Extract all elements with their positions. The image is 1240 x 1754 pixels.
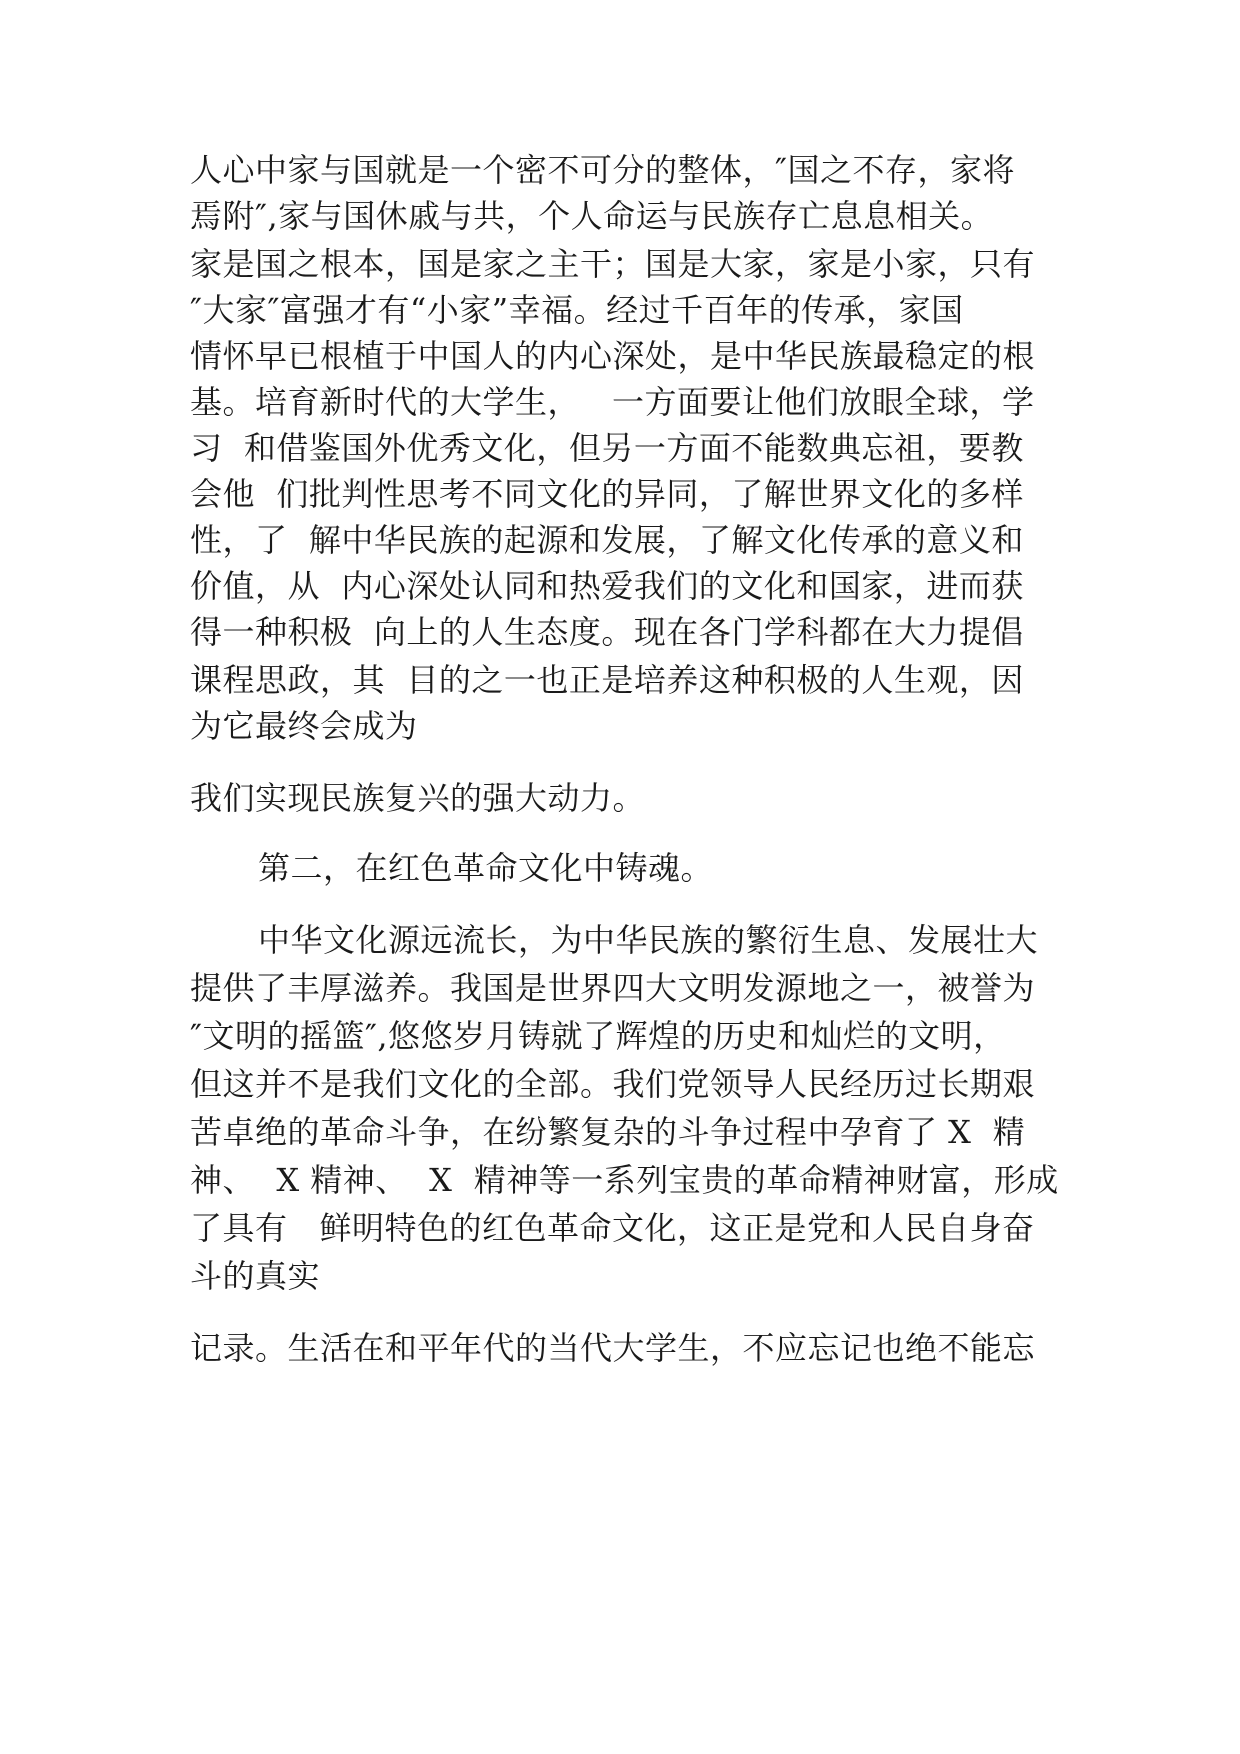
paragraph-2-line-2: 提供了丰厚滋养。我国是世界四大文明发源地之一，被誉为	[190, 969, 1036, 1007]
paragraph-1-line-2: 焉附″,家与国休戚与共，个人命运与民族存亡息息相关。	[190, 197, 994, 235]
paragraph-2-line-4: 但这并不是我们文化的全部。我们党领导人民经历过长期艰	[190, 1065, 1036, 1103]
paragraph-1-line-4: ″大家″富强才有“小家”幸福。经过千百年的传承，家国	[190, 291, 964, 329]
paragraph-1-line-8: 会他 们批判性思考不同文化的异同，了解世界文化的多样	[190, 475, 1024, 513]
paragraph-2-line-5: 苦卓绝的革命斗争，在纷繁复杂的斗争过程中孕育了 X 精	[190, 1113, 1026, 1151]
paragraph-2-line-6: 神、 X 精神、 X 精神等一系列宝贵的革命精神财富，形成	[190, 1161, 1059, 1199]
paragraph-2-line-8: 斗的真实	[190, 1257, 321, 1295]
paragraph-1-line-5: 情怀早已根植于中国人的内心深处，是中华民族最稳定的根	[190, 337, 1036, 375]
paragraph-1-line-6: 基。培育新时代的大学生， 一方面要让他们放眼全球，学	[190, 383, 1035, 421]
paragraph-1-line-11: 得一种积极 向上的人生态度。现在各门学科都在大力提倡	[190, 613, 1024, 651]
paragraph-2-line-3: ″文明的摇篮″,悠悠岁月铸就了辉煌的历史和灿烂的文明，	[190, 1017, 1006, 1055]
paragraph-3-line-1: 记录。生活在和平年代的当代大学生，不应忘记也绝不能忘	[190, 1329, 1036, 1367]
paragraph-1-line-13: 为它最终会成为	[190, 707, 418, 745]
paragraph-1-line-12: 课程思政，其 目的之一也正是培养这种积极的人生观，因	[190, 661, 1024, 699]
paragraph-1-line-10: 价值，从 内心深处认同和热爱我们的文化和国家，进而获	[190, 567, 1024, 605]
paragraph-1-line-7: 习 和借鉴国外优秀文化，但另一方面不能数典忘祖，要教	[190, 429, 1024, 467]
paragraph-2-line-7: 了具有 鲜明特色的红色革命文化，这正是党和人民自身奋	[190, 1209, 1035, 1247]
paragraph-1-line-9: 性，了 解中华民族的起源和发展，了解文化传承的意义和	[190, 521, 1024, 559]
paragraph-1-line-1: 人心中家与国就是一个密不可分的整体，″国之不存，家将	[190, 151, 1015, 189]
paragraph-1-line-3: 家是国之根本，国是家之主干；国是大家，家是小家，只有	[190, 245, 1036, 283]
section-heading: 第二，在红色革命文化中铸魂。	[258, 849, 714, 887]
paragraph-1-ending: 我们实现民族复兴的强大动力。	[190, 779, 646, 817]
paragraph-2-line-1: 中华文化源远流长，为中华民族的繁衍生息、发展壮大	[258, 921, 1039, 959]
